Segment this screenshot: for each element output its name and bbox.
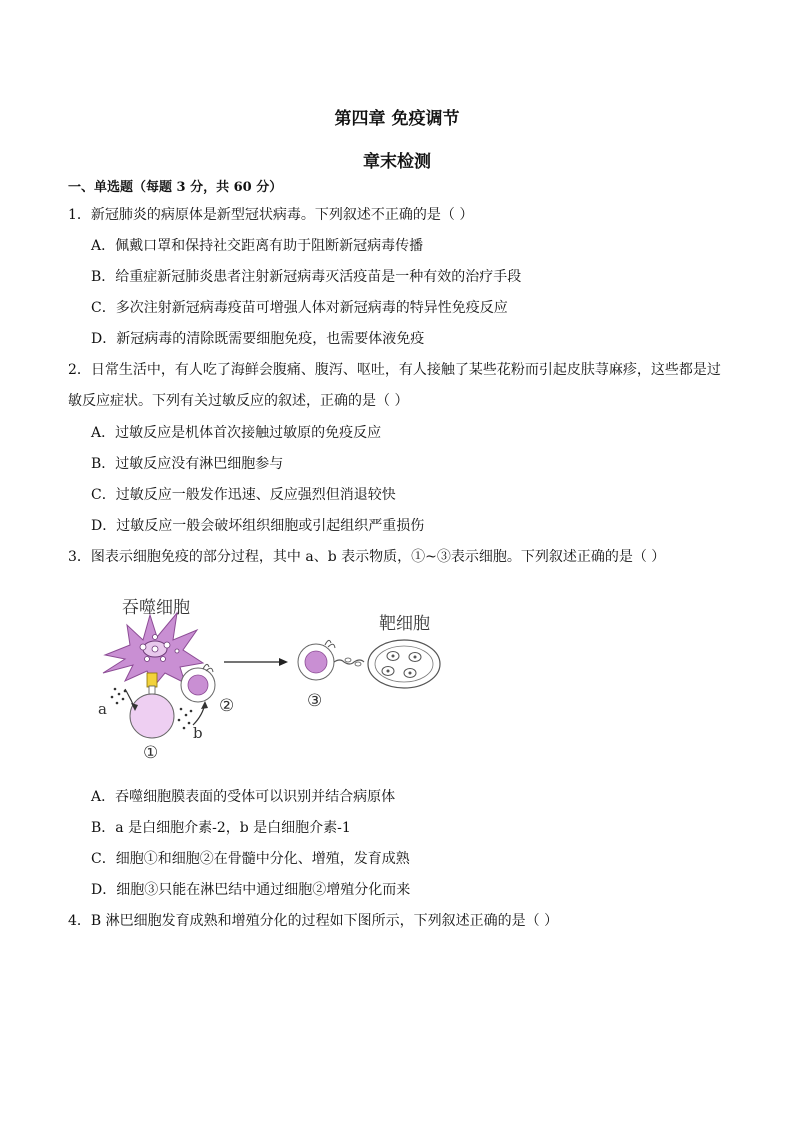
phagocyte-label: 吞噬细胞	[122, 598, 190, 618]
question-2-stem-line1: 2．日常生活中，有人吃了海鲜会腹痛、腹泻、呕吐，有人接触了某些花粉而引起皮肤荨麻疹，这些都是过	[68, 362, 721, 378]
question-1-stem: 1．新冠肺炎的病原体是新型冠状病毒。下列叙述不正确的是（ ）	[68, 207, 474, 223]
substance-b-dots	[178, 708, 193, 730]
antigen-connector	[147, 673, 157, 687]
target-cell-label: 靶细胞	[379, 614, 430, 634]
question-3-stem: 3．图表示细胞免疫的部分过程，其中 a、b 表示物质，①~③表示细胞。下列叙述正确的是（ ）	[68, 549, 666, 565]
question-2-option-d: D．过敏反应一般会破坏组织细胞或引起组织严重损伤	[91, 518, 425, 534]
question-1-option-c: C．多次注射新冠病毒疫苗可增强人体对新冠病毒的特异性免疫反应	[91, 300, 508, 316]
cell-immunity-figure	[85, 585, 455, 765]
question-4-stem: 4．B 淋巴细胞发育成熟和增殖分化的过程如下图所示，下列叙述正确的是（ ）	[68, 913, 559, 929]
question-3-option-a: A．吞噬细胞膜表面的受体可以识别并结合病原体	[91, 789, 396, 805]
substance-a-dots	[111, 688, 127, 705]
question-2-option-b: B．过敏反应没有淋巴细胞参与	[91, 456, 284, 472]
cell-2	[181, 664, 215, 702]
target-cell	[368, 640, 440, 688]
label-cell-1: ①	[143, 743, 159, 763]
question-3-option-c: C．细胞①和细胞②在骨髓中分化、增殖，发育成熟	[91, 851, 410, 867]
main-arrow-head	[279, 658, 288, 666]
question-1-option-a: A．佩戴口罩和保持社交距离有助于阻断新冠病毒传播	[91, 238, 424, 254]
section-heading: 一、单选题（每题 3 分，共 60 分）	[68, 180, 283, 195]
chapter-title: 第四章 免疫调节	[334, 109, 460, 129]
question-3-option-b: B．a 是白细胞介素-2，b 是白细胞介素-1	[91, 820, 351, 836]
question-1-option-b: B．给重症新冠肺炎患者注射新冠病毒灭活疫苗是一种有效的治疗手段	[91, 269, 522, 285]
label-cell-3: ③	[307, 691, 323, 711]
cell-3	[298, 640, 364, 680]
question-2-option-a: A．过敏反应是机体首次接触过敏原的免疫反应	[91, 425, 382, 441]
question-1-option-d: D．新冠病毒的清除既需要细胞免疫，也需要体液免疫	[91, 331, 425, 347]
cell-1	[130, 686, 174, 738]
label-cell-2: ②	[219, 696, 235, 716]
arrow-b-head	[201, 701, 208, 709]
question-3-option-d: D．细胞③只能在淋巴结中通过细胞②增殖分化而来	[91, 882, 411, 898]
question-2-stem-line2: 敏反应症状。下列有关过敏反应的叙述，正确的是（ ）	[68, 393, 409, 409]
question-2-option-c: C．过敏反应一般发作迅速、反应强烈但消退较快	[91, 487, 396, 503]
page-subtitle: 章末检测	[363, 152, 431, 172]
label-a: a	[98, 700, 107, 718]
label-b: b	[193, 724, 203, 742]
